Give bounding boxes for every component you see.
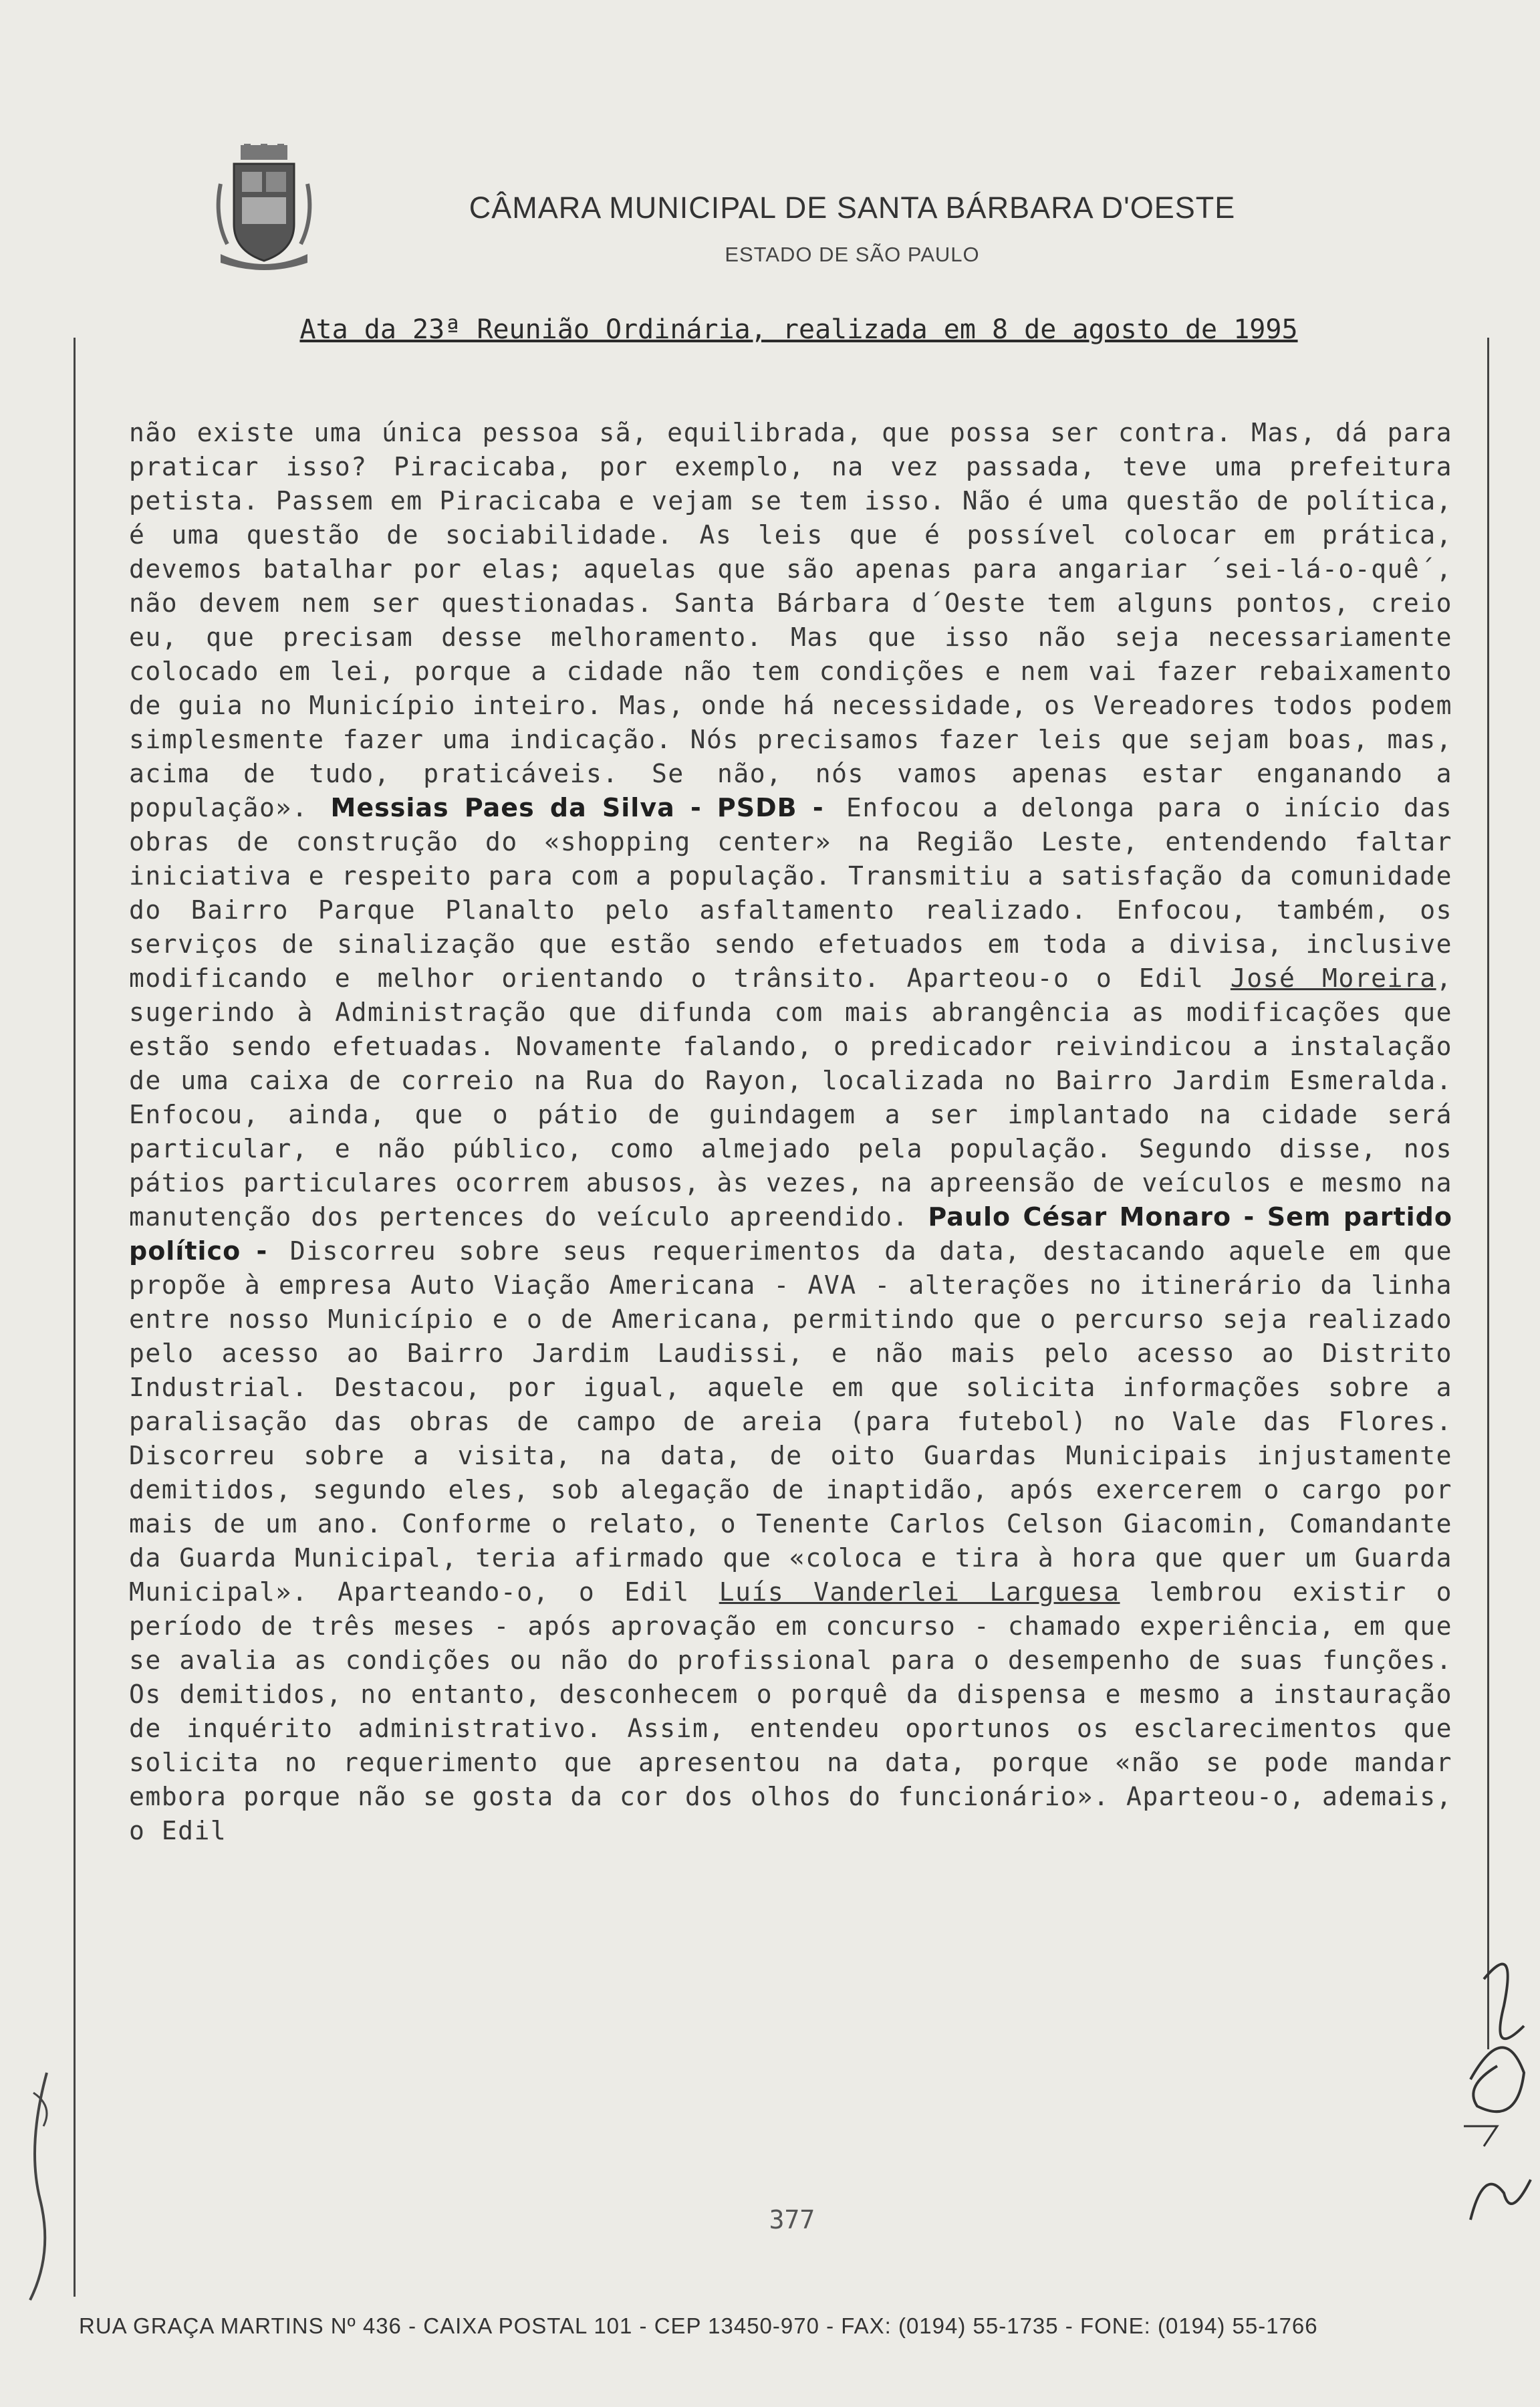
chamber-state: ESTADO DE SÃO PAULO [725,243,980,266]
paragraph-text: não existe uma única pessoa sã, equilibrada, que possa ser contra. Mas, dá para praticar isso? Piracicaba, por exemplo, na vez passada, teve uma prefeitura petista. Passem em Piracicaba e vejam se tem isso. Não é uma questão de política, é uma questão de sociabilidade. As leis que é possível colocar em prática, devemos batalhar por elas; aquelas que são apenas para angariar ´sei-lá-o-quê´, não devem nem ser questionadas. Santa Bárbara d´Oeste tem alguns pontos, creio eu, que precisam desse melhoramento. Mas que isso não seja necessariamente colocado em lei, porque a cidade não tem condições e nem vai fazer rebaixamento de guia no Município inteiro. Mas, onde há necessidade, os Vereadores todos podem simplesmente fazer uma indicação. Nós precisamos fazer leis que sejam boas, mas, acima de tudo, praticáveis. Se não, nós vamos apenas estar enganando a população». [129,418,1452,822]
chamber-name: CÂMARA MUNICIPAL DE SANTA BÁRBARA D'OESTE [469,191,1236,225]
page-number: 377 [769,2205,815,2234]
margin-initials-icon [20,2066,60,2307]
speaker-name: Paulo César Monaro - Sem partido político - [129,1202,1452,1266]
right-margin-rule [1487,338,1489,2049]
aparte-name: José Moreira [1230,963,1436,993]
paragraph-text: Enfocou a delonga para o início das obras de construção do «shopping center» na Região Leste, entendendo faltar iniciativa e respeito para com a população. Transmitiu a satisfação da comunidade do Bairro Parque Planalto pelo asfaltamento realizado. Enfocou, também, os serviços de sinalização que estão sendo efetuados em toda a divisa, inclusive modificando e melhor orientando o trânsito. Aparteou-o o Edil [129,793,1452,993]
minutes-paragraph [129,416,1452,1848]
left-margin-rule [74,338,76,2297]
minutes-title: Ata da 23ª Reunião Ordinária, realizada em 8 de agosto de 1995 [299,314,1298,345]
minutes-body [129,416,1452,1848]
paragraph-text: Discorreu sobre seus requerimentos da data, destacando aquele em que propõe à empresa Auto Viação Americana - AVA - alterações no itinerário da linha entre nosso Município e o de Americana, permitindo que o percurso seja realizado pelo acesso ao Bairro Jardim Laudissi, e não mais pelo acesso ao Distrito Industrial. Destacou, por igual, aquele em que solicita informações sobre a paralisação das obras de campo de areia (para futebol) no Vale das Flores. Discorreu sobre a visita, na data, de oito Guardas Municipais injustamente demitidos, segundo eles, sob alegação de inaptidão, após exercerem o cargo por mais de um ano. Conforme o relato, o Tenente Carlos Celson Giacomin, Comandante da Guarda Municipal, teria afirmado que «coloca e tira à hora que quer um Guarda Municipal». Aparteando-o, o Edil [129,1236,1452,1607]
paragraph-text: , sugerindo à Administração que difunda com mais abrangência as modificações que estão sendo efetuadas. Novamente falando, o predicador reivindicou a instalação de uma caixa de correio na Rua do Rayon, localizada no Bairro Jardim Esmeralda. Enfocou, ainda, que o pátio de guindagem a ser implantado na cidade será particular, e não público, como almejado pela população. Segundo disse, nos pátios particulares ocorrem abusos, às vezes, na apreensão de veículos e mesmo na manutenção dos pertences do veículo apreendido. [129,963,1452,1232]
letterhead [0,144,1540,284]
paragraph-text: lembrou existir o período de três meses - após aprovação em concurso - chamado experiência, em que se avalia as condições ou não do profissional para o desempenho de suas funções. Os demitidos, no entanto, desconhecem o porquê da dispensa e mesmo a instauração de inquérito administrativo. Assim, entendeu oportunos os esclarecimentos que solicita no requerimento que apresentou na data, porque «não se pode mandar embora porque não se gosta da cor dos olhos do funcionário». Aparteou-o, ademais, o Edil [129,1577,1452,1845]
handwritten-signature-icon [1457,1926,1540,2247]
footer-address: RUA GRAÇA MARTINS Nº 436 - CAIXA POSTAL 101 - CEP 13450-970 - FAX: (0194) 55-1735 - FONE: (0194) 55-1766 [79,2313,1318,2338]
municipal-crest-icon [207,144,321,271]
aparte-name: Luís Vanderlei Larguesa [719,1577,1120,1607]
speaker-name: Messias Paes da Silva - PSDB - [330,793,824,822]
